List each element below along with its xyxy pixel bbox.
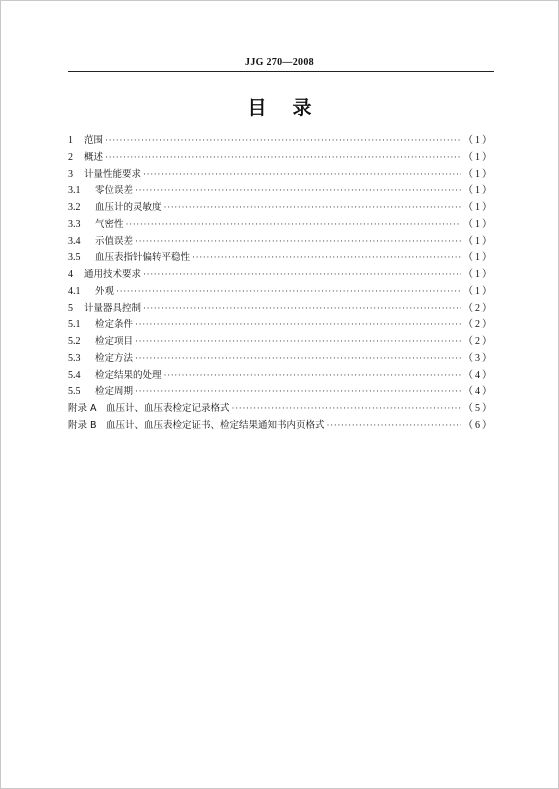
toc-dot-leader — [143, 166, 461, 183]
toc-entry-appendix — [68, 400, 494, 417]
toc-dot-leader — [143, 266, 461, 283]
toc-entry-page: （1） — [463, 135, 494, 146]
toc-entry-label: 通用技术要求 — [84, 269, 142, 280]
toc-entry-number: 5.4 — [68, 369, 81, 381]
toc-entry — [68, 283, 494, 300]
toc-dot-leader — [327, 417, 461, 434]
toc-dot-leader — [143, 300, 461, 317]
toc-entry — [68, 132, 494, 149]
toc-entry — [68, 300, 494, 317]
toc-entry-label: 附录 A 血压计、血压表检定记录格式 — [68, 403, 230, 414]
toc-entry-label: 检定项目 — [95, 336, 134, 347]
toc-list — [68, 132, 494, 434]
standard-code-header: JJG 270—2008 — [245, 57, 314, 68]
toc-entry-page: （1） — [463, 252, 494, 264]
toc-dot-leader — [135, 350, 461, 367]
toc-entry-number: 3.1 — [68, 185, 81, 197]
toc-entry — [68, 166, 494, 183]
toc-entry — [68, 233, 494, 250]
toc-dot-leader — [126, 216, 461, 233]
toc-entry-label: 检定结果的处理 — [95, 369, 162, 381]
toc-entry — [68, 182, 494, 199]
toc-entry-page: （1） — [463, 235, 494, 247]
toc-dot-leader — [135, 182, 461, 199]
toc-dot-leader — [135, 383, 461, 400]
toc-entry-page: （4） — [463, 369, 494, 381]
toc-entry-label: 血压计的灵敏度 — [95, 202, 162, 213]
toc-entry-page: （1） — [463, 185, 494, 197]
toc-dot-leader — [164, 367, 461, 384]
toc-entry-number: 5.3 — [68, 352, 81, 364]
toc-entry — [68, 199, 494, 216]
toc-entry-label: 计量器具控制 — [84, 302, 142, 314]
toc-entry — [68, 266, 494, 283]
toc-entry-label: 血压表指针偏转平稳性 — [95, 252, 191, 264]
toc-entry-page: （2） — [463, 302, 494, 314]
toc-entry-label: 示值误差 — [95, 235, 134, 247]
toc-dot-leader — [105, 132, 461, 149]
header-rule — [68, 71, 494, 72]
toc-dot-leader — [164, 199, 461, 216]
toc-entry-page: （4） — [463, 386, 494, 398]
toc-entry-page: （6） — [463, 419, 494, 431]
toc-entry — [68, 249, 494, 266]
toc-entry-page: （1） — [463, 218, 494, 230]
toc-entry — [68, 333, 494, 350]
toc-entry-page: （3） — [463, 352, 494, 364]
toc-entry-page: （1） — [463, 285, 494, 297]
toc-entry-page: （1） — [463, 168, 494, 180]
toc-entry — [68, 149, 494, 166]
toc-entry — [68, 316, 494, 333]
toc-dot-leader — [135, 233, 461, 250]
toc-entry-number: 5.1 — [68, 319, 81, 331]
toc-dot-leader — [105, 149, 461, 166]
toc-entry-page: （1） — [463, 151, 494, 163]
toc-entry-number: 3.2 — [68, 202, 81, 213]
toc-dot-leader — [116, 283, 461, 300]
toc-entry-page: （2） — [463, 319, 494, 331]
toc-dot-leader — [135, 333, 461, 350]
toc-entry-label: 概述 — [84, 151, 104, 163]
toc-entry-appendix — [68, 417, 494, 434]
toc-entry-number: 3.4 — [68, 235, 81, 247]
toc-dot-leader — [232, 400, 461, 417]
toc-entry-number: 3 — [68, 168, 73, 180]
toc-entry-page: （5） — [463, 403, 494, 414]
toc-entry-number: 3.3 — [68, 218, 81, 230]
toc-entry-number: 5 — [68, 302, 73, 314]
toc-entry — [68, 350, 494, 367]
toc-entry-number: 4.1 — [68, 285, 81, 297]
toc-entry-label: 零位误差 — [95, 185, 134, 197]
toc-entry — [68, 367, 494, 384]
toc-dot-leader — [192, 249, 461, 266]
toc-entry-number: 2 — [68, 151, 73, 163]
toc-entry-number: 5.5 — [68, 386, 81, 398]
toc-entry-label: 外观 — [95, 285, 115, 297]
toc-entry-page: （1） — [463, 269, 494, 280]
toc-entry — [68, 216, 494, 233]
toc-entry-number: 5.2 — [68, 336, 81, 347]
toc-entry-number: 1 — [68, 135, 73, 146]
toc-title: 目录 — [247, 97, 338, 119]
toc-entry-label: 气密性 — [95, 218, 124, 230]
toc-entry-label: 计量性能要求 — [84, 168, 142, 180]
toc-entry-label: 检定方法 — [95, 352, 134, 364]
toc-entry-label: 附录 B 血压计、血压表检定证书、检定结果通知书内页格式 — [68, 419, 325, 431]
toc-entry-label: 范围 — [84, 135, 104, 146]
toc-entry-number: 3.5 — [68, 252, 81, 264]
toc-entry-number: 4 — [68, 269, 73, 280]
toc-entry-label: 检定条件 — [95, 319, 134, 331]
toc-entry-page: （1） — [463, 202, 494, 213]
toc-entry — [68, 383, 494, 400]
toc-dot-leader — [135, 316, 461, 333]
toc-entry-page: （2） — [463, 336, 494, 347]
toc-entry-label: 检定周期 — [95, 386, 134, 398]
